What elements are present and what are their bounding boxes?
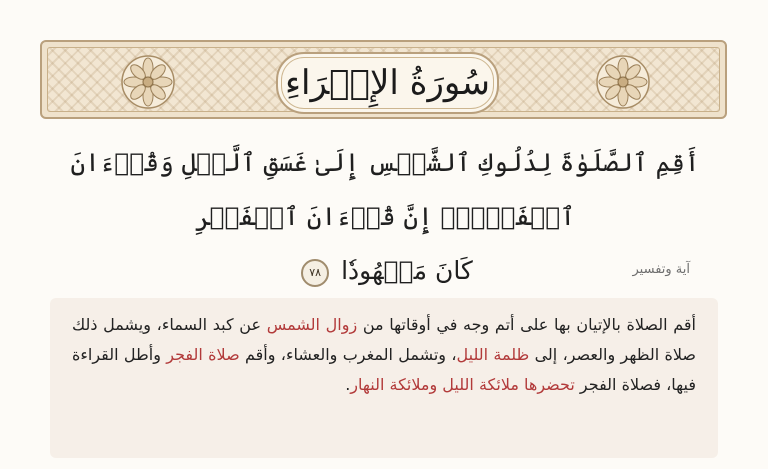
- tafsir-text: .: [345, 375, 351, 394]
- left-flower-ornament-icon: [120, 54, 176, 110]
- surah-header-banner: [40, 40, 727, 119]
- verse-line-2-text: كَانَ مَشۡهُودٗا: [341, 256, 473, 285]
- surah-title-cartouche: [276, 52, 499, 114]
- tafsir-highlight: ظلمة الليل: [456, 345, 530, 364]
- verse-line-1: أَقِمِ ٱلصَّلَوٰةَ لِدُلُوكِ ٱلشَّمۡسِ إِلَىٰ غَسَقِ ٱلَّيۡلِ وَقُرۡءَانَ ٱلۡفَجۡرِۖ إِنَّ قُرۡءَانَ ٱلۡفَجۡرِ: [70, 148, 700, 231]
- tafsir-highlight: تحضرها ملائكة الليل وملائكة النهار: [350, 375, 575, 394]
- surah-title: سُورَةُ الإِسۡرَاءِ: [285, 63, 490, 103]
- tafsir-text: ، وتشمل المغرب والعشاء، وأقم: [239, 345, 457, 364]
- tafsir-text: وأطل القراءة فيها، فصلاة الفجر: [72, 345, 696, 394]
- tafsir-highlight: صلاة الفجر: [166, 345, 240, 364]
- tafsir-text: عن كبد السماء، ويشمل ذلك صلاة الظهر والعصر، إلى: [72, 315, 696, 364]
- verse-number-badge: ٧٨: [301, 259, 329, 287]
- right-flower-ornament-icon: [595, 54, 651, 110]
- verse-line-2: [50, 244, 720, 298]
- verse-text[interactable]: [50, 136, 720, 298]
- tafsir-highlight: زوال الشمس: [266, 315, 358, 334]
- tafsir-text: أقم الصلاة بالإتيان بها على أتم وجه في أوقاتها من: [357, 315, 697, 334]
- section-heading: آية وتفسير: [632, 262, 690, 277]
- tafsir-box: [50, 298, 718, 458]
